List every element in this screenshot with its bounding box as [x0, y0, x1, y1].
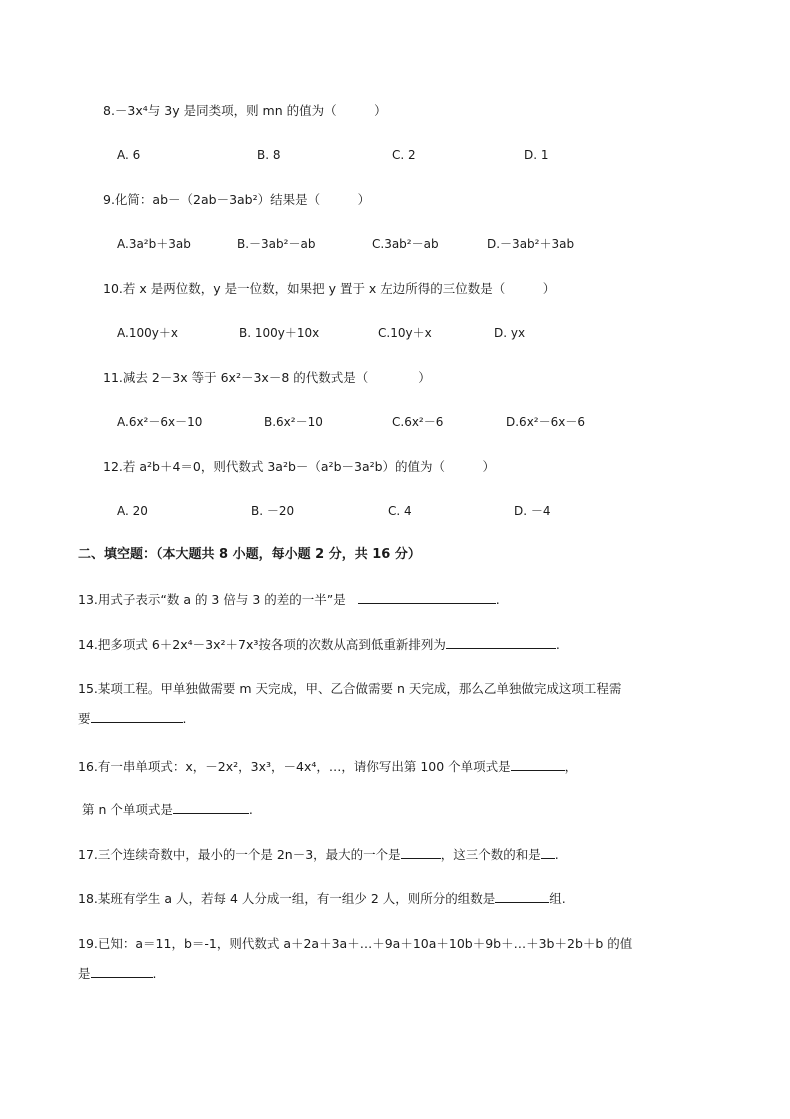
question-14-text: 14.把多项式 6＋2x⁴－3x²＋7x³按各项的次数从高到低重新排列为 [78, 637, 446, 652]
question-15-end: . [182, 711, 187, 726]
question-10-option-a: A.100y＋x [117, 326, 178, 340]
question-9-stem: 9.化简：ab－（2ab－3ab²）结果是（ ） [103, 192, 371, 207]
question-11-option-d: D.6x²－6x－6 [506, 415, 585, 429]
question-16-line-2-text: 第 n 个单项式是 [82, 802, 173, 817]
question-9-option-b: B.－3ab²－ab [237, 237, 316, 251]
question-10-option-b: B. 100y＋10x [239, 326, 320, 340]
question-15-line-1: 15.某项工程。甲单独做需要 m 天完成，甲、乙合做需要 n 天完成，那么乙单独做完成这项工程需 [78, 681, 622, 696]
question-18 [78, 889, 566, 909]
question-9-option-c: C.3ab²－ab [372, 237, 439, 251]
question-8-option-d: D. 1 [524, 148, 549, 162]
answer-blank[interactable] [358, 591, 496, 604]
question-12-option-a: A. 20 [117, 504, 148, 518]
question-16-line-1 [78, 757, 577, 777]
answer-blank[interactable] [173, 801, 249, 814]
question-16-line-1-text: 16.有一串单项式：x，－2x²，3x³，－4x⁴，…，请你写出第 100 个单项式是 [78, 759, 511, 774]
question-15-line-2 [78, 709, 187, 729]
question-10-stem: 10.若 x 是两位数，y 是一位数，如果把 y 置于 x 左边所得的三位数是（ ） [103, 281, 556, 296]
question-15-line-2-text: 要 [78, 711, 91, 726]
question-16-line-2-end: . [248, 802, 253, 817]
question-18-text: 18.某班有学生 a 人，若每 4 人分成一组，有一组少 2 人，则所分的组数是 [78, 891, 496, 906]
answer-blank[interactable] [541, 846, 555, 859]
question-11-option-c: C.6x²－6 [392, 415, 444, 429]
question-13 [78, 590, 500, 610]
question-12-option-d: D. －4 [514, 504, 551, 518]
answer-blank[interactable] [401, 846, 441, 859]
question-13-end: . [495, 592, 500, 607]
section-2-heading: 二、填空题：（本大题共 8 小题，每小题 2 分，共 16 分） [78, 547, 421, 562]
question-19-end: . [152, 966, 157, 981]
question-11-option-b: B.6x²－10 [264, 415, 323, 429]
question-16-line-2 [82, 800, 253, 820]
answer-blank[interactable] [495, 890, 549, 903]
question-8-stem: 8.－3x⁴与 3y 是同类项，则 mn 的值为（ ） [103, 103, 387, 118]
question-11-option-a: A.6x²－6x－10 [117, 415, 203, 429]
question-19-line-2-text: 是 [78, 966, 91, 981]
question-18-end: 组. [549, 891, 566, 906]
question-19-line-2 [78, 964, 157, 984]
question-17-mid: ，这三个数的和是 [440, 847, 541, 862]
question-17-end: . [554, 847, 559, 862]
question-16-line-1-end: ， [564, 759, 578, 774]
question-14-end: . [555, 637, 560, 652]
answer-blank[interactable] [446, 636, 556, 649]
answer-blank[interactable] [511, 758, 565, 771]
answer-blank[interactable] [91, 710, 183, 723]
question-8-option-c: C. 2 [392, 148, 416, 162]
question-8-option-b: B. 8 [257, 148, 281, 162]
question-8-option-a: A. 6 [117, 148, 141, 162]
question-11-stem: 11.减去 2－3x 等于 6x²－3x－8 的代数式是（ ） [103, 370, 431, 385]
question-12-stem: 12.若 a²b＋4＝0，则代数式 3a²b－（a²b－3a²b）的值为（ ） [103, 459, 496, 474]
question-19-line-1: 19.已知：a＝11，b＝-1，则代数式 a＋2a＋3a＋…＋9a＋10a＋10b＋9b＋…＋3b＋2b＋b 的值 [78, 936, 633, 951]
question-12-option-b: B. －20 [251, 504, 295, 518]
question-10-option-c: C.10y＋x [378, 326, 432, 340]
question-10-option-d: D. yx [494, 326, 526, 340]
question-17 [78, 845, 559, 865]
question-12-option-c: C. 4 [388, 504, 412, 518]
question-17-text: 17.三个连续奇数中，最小的一个是 2n－3，最大的一个是 [78, 847, 401, 862]
question-14 [78, 635, 560, 655]
answer-blank[interactable] [91, 965, 153, 978]
question-9-option-d: D.－3ab²＋3ab [487, 237, 575, 251]
question-13-text: 13.用式子表示“数 a 的 3 倍与 3 的差的一半”是 [78, 592, 346, 607]
question-9-option-a: A.3a²b＋3ab [117, 237, 191, 251]
